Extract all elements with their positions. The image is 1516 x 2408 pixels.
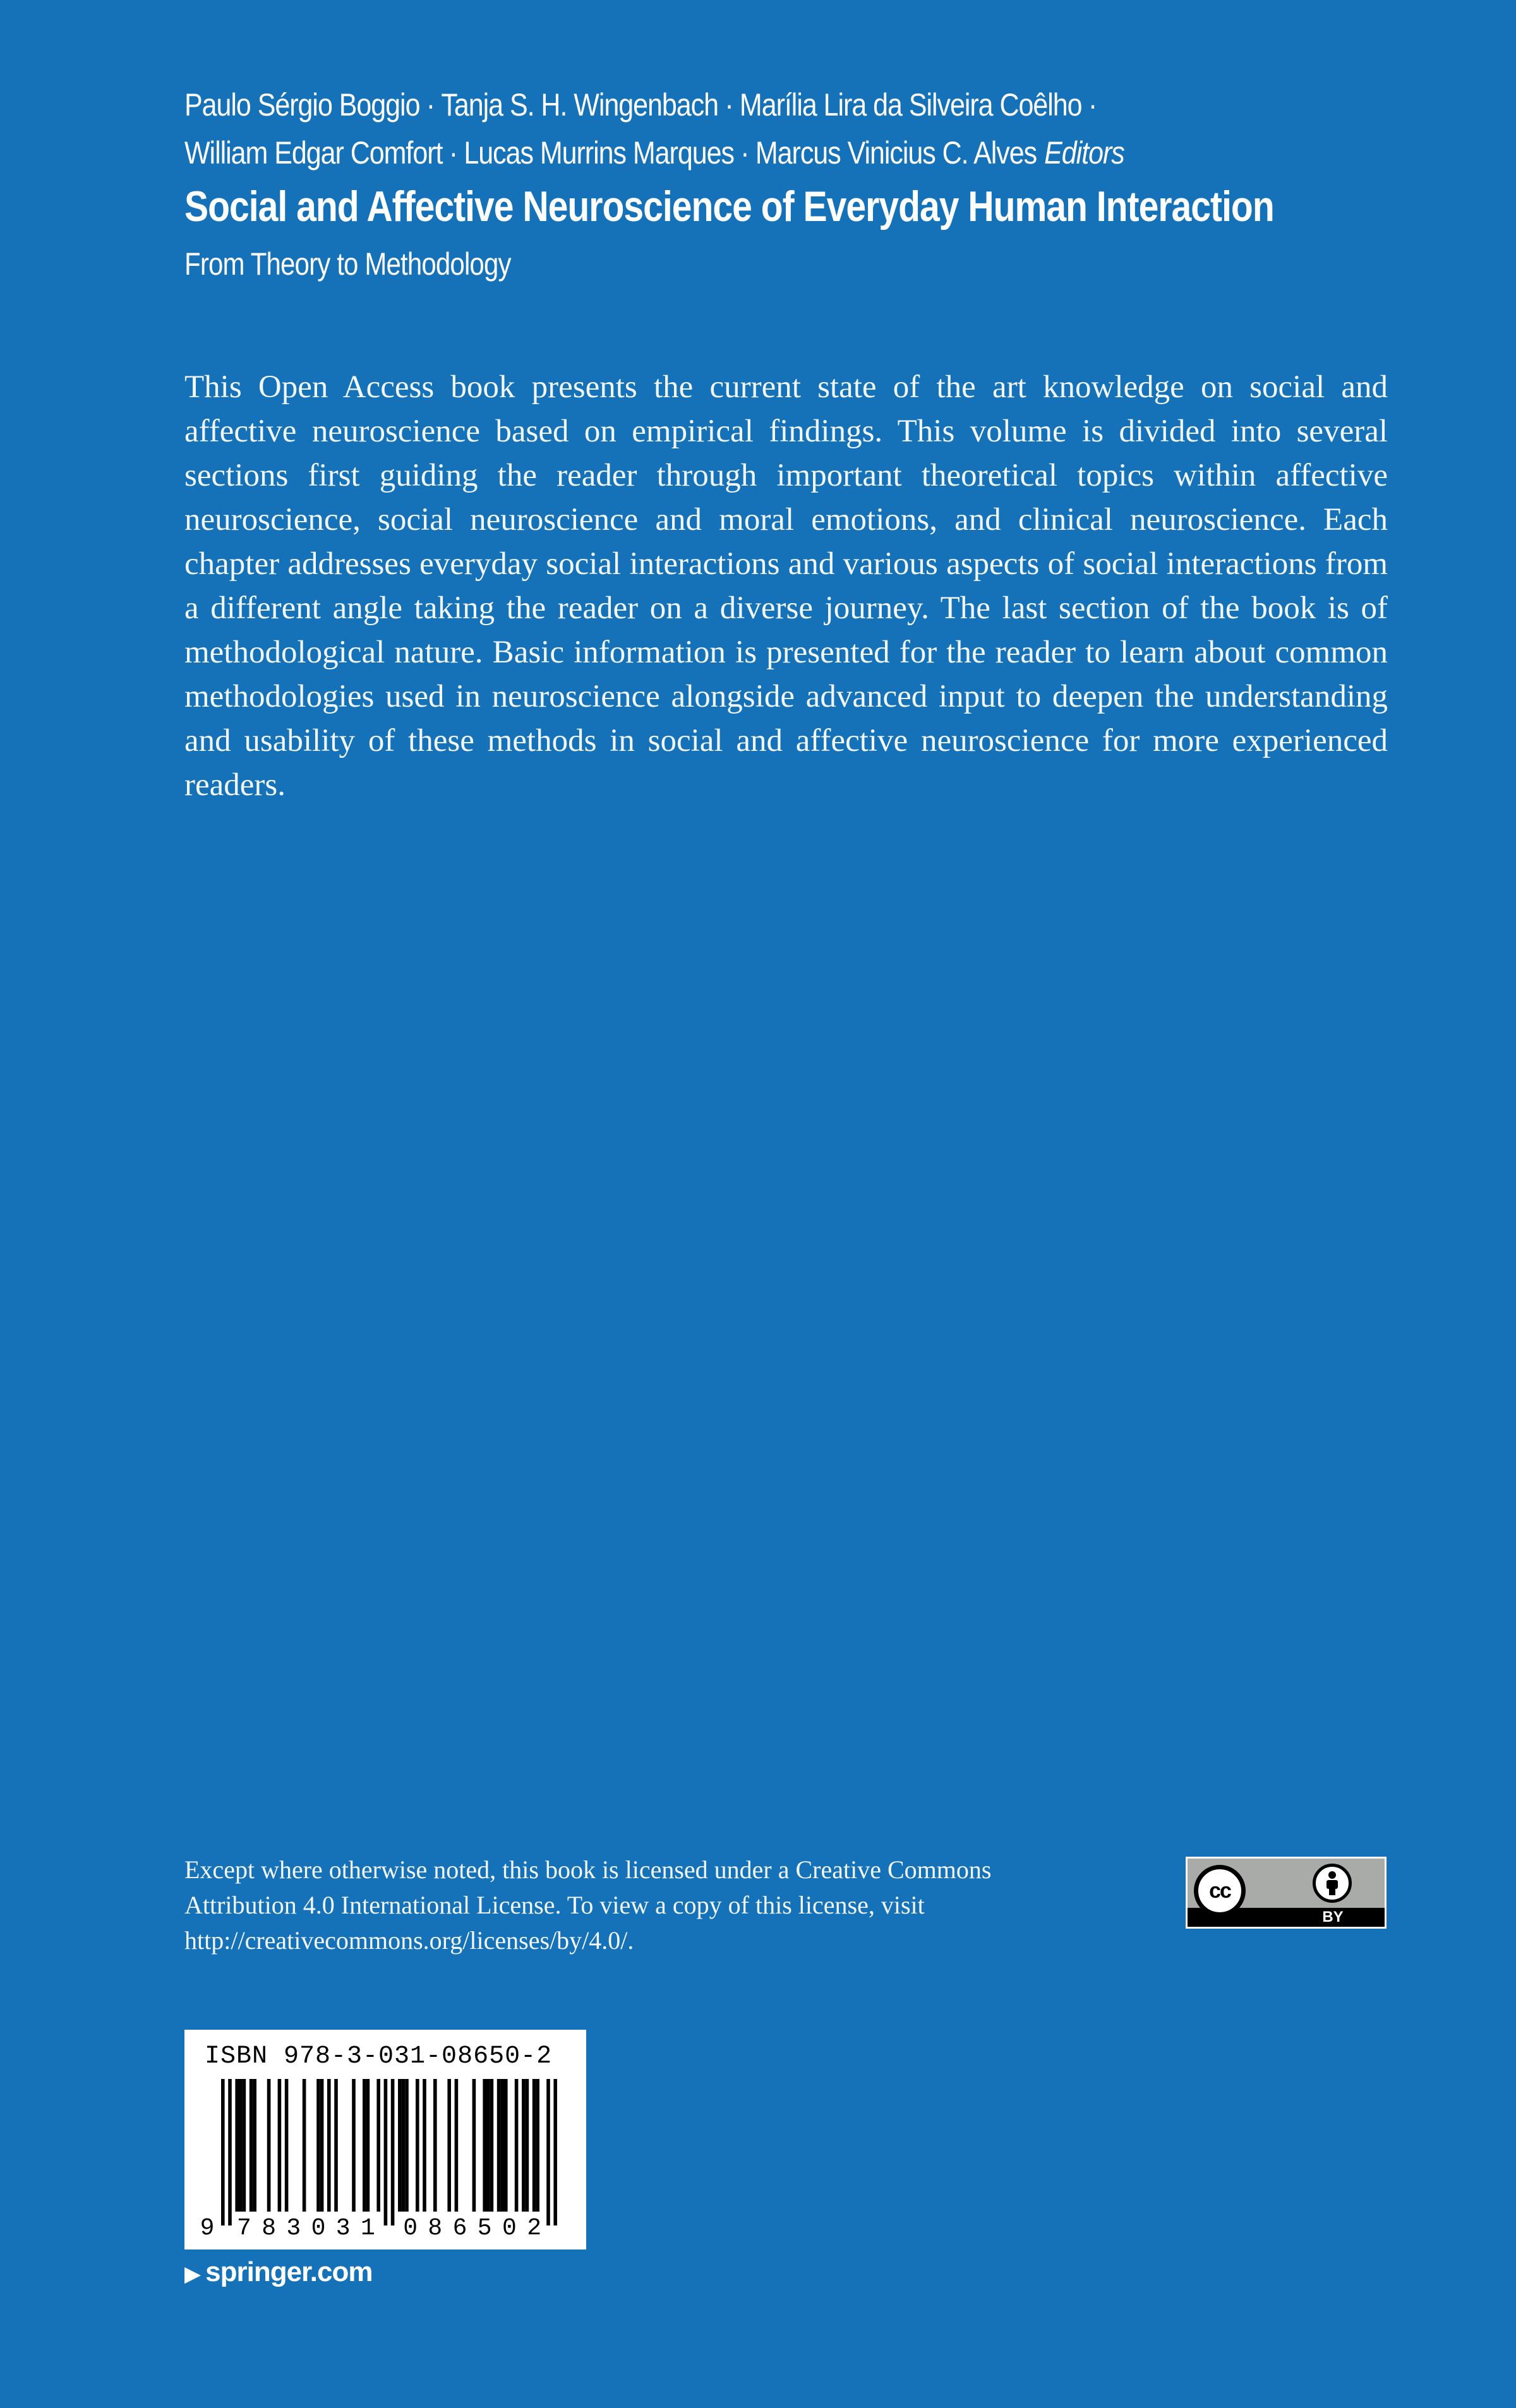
barcode-bar	[483, 2079, 486, 2212]
barcode-bar	[553, 2079, 557, 2225]
barcode-bar	[253, 2079, 256, 2212]
editor-name: Marília Lira da Silveira Coêlho	[739, 87, 1082, 123]
barcode-bar	[376, 2079, 380, 2212]
barcode-bar	[447, 2079, 451, 2212]
barcode-bar	[366, 2079, 370, 2212]
barcode-digit: 1	[360, 2215, 375, 2242]
barcode-bar	[285, 2079, 289, 2212]
barcode-digit: 6	[452, 2215, 467, 2242]
barcode-bar	[497, 2079, 501, 2212]
book-blurb: This Open Access book presents the current state of the art knowledge on social and affective neuroscience based on empirical findings. This volume is divided into several sections first guiding the reader through important theoretical topics within affective neuroscience, social neuroscience and moral emotions, and clinical neuroscience. Each chapter addresses everyday social interactions and various aspects of social interactions from a different angle taking the reader on a diverse journey. The last section of the book is of methodological nature. Basic information is presented for the reader to learn about common methodologies used in neuroscience alongside advanced input to deepen the understanding and usability of these methods in social and affective neuroscience for more experienced readers.	[184, 369, 1388, 803]
barcode-bar	[515, 2079, 519, 2212]
barcode-bar	[391, 2079, 395, 2225]
barcode-bar	[316, 2079, 320, 2212]
barcode-bar	[423, 2079, 426, 2212]
barcode-digit: 8	[262, 2215, 277, 2242]
barcode-bar	[267, 2079, 271, 2212]
editor-separator: ·	[426, 87, 435, 123]
barcode-bar	[327, 2079, 331, 2212]
book-title: Social and Affective Neuroscience of Everyday Human Interaction	[184, 183, 1274, 231]
barcode-digit: 3	[286, 2215, 301, 2242]
triangle-right-icon: ▶	[184, 2262, 201, 2286]
barcode-bar	[532, 2079, 536, 2212]
editors-role: Editors	[1044, 135, 1124, 171]
barcode-bar	[228, 2079, 232, 2225]
barcode-digit: 0	[403, 2215, 418, 2242]
barcode-bar	[455, 2079, 459, 2212]
barcode-bar	[526, 2079, 529, 2212]
editor-name: Paulo Sérgio Boggio	[184, 87, 420, 123]
editor-name: William Edgar Comfort	[184, 135, 443, 171]
editor-separator: ·	[448, 135, 458, 171]
barcode-bar	[522, 2079, 526, 2212]
editors-line-2	[184, 129, 1217, 177]
barcode-bar	[490, 2079, 494, 2212]
barcode-digit: 5	[477, 2215, 492, 2242]
barcode-bar	[235, 2079, 239, 2212]
editors-list	[184, 81, 1217, 177]
book-subtitle: From Theory to Methodology	[184, 246, 511, 282]
barcode-bar	[384, 2079, 388, 2225]
barcode-bar	[250, 2079, 253, 2212]
isbn-barcode	[184, 2030, 586, 2249]
editor-separator: ·	[740, 135, 749, 171]
barcode-digit: 3	[335, 2215, 351, 2242]
barcode-bar	[320, 2079, 324, 2212]
barcode-digit: 8	[428, 2215, 443, 2242]
barcode-digit: 7	[236, 2215, 251, 2242]
badge-by-label: BY	[1322, 1908, 1344, 1926]
cc-by-license-badge	[1186, 1857, 1387, 1929]
barcode-bar	[416, 2079, 419, 2212]
barcode-bar	[243, 2079, 246, 2212]
license-notice: Except where otherwise noted, this book is licensed under a Creative Commons Attribution 4.0 International License. To view a copy of this license, visit http://creativecommons.org/licenses/by/4.0/.	[184, 1855, 992, 1955]
barcode-bar	[504, 2079, 508, 2212]
barcode-bar	[398, 2079, 402, 2212]
barcode-bar	[500, 2079, 504, 2212]
barcode-bar	[402, 2079, 406, 2212]
barcode-digit: 0	[502, 2215, 517, 2242]
barcode-bar	[278, 2079, 282, 2212]
barcode-bar	[546, 2079, 550, 2225]
editor-name: Marcus Vinicius C. Alves	[755, 135, 1037, 171]
barcode-bar	[363, 2079, 366, 2212]
publisher-link[interactable]	[184, 2256, 372, 2288]
editor-separator: ·	[725, 87, 733, 123]
editor-name: Tanja S. H. Wingenbach	[441, 87, 719, 123]
barcode-bar	[221, 2079, 225, 2225]
barcode-graphic	[184, 2030, 586, 2249]
editor-name: Lucas Murrins Marques	[464, 135, 734, 171]
barcode-bar	[472, 2079, 476, 2212]
barcode-bar	[536, 2079, 539, 2212]
person-icon	[1316, 1867, 1349, 1900]
barcode-bar	[486, 2079, 490, 2212]
barcode-digit: 0	[311, 2215, 326, 2242]
publisher-url: springer.com	[205, 2256, 373, 2287]
barcode-bar	[239, 2079, 243, 2212]
editor-separator: ·	[1088, 87, 1097, 123]
barcode-digit: 9	[200, 2215, 215, 2242]
creative-commons-icon: cc	[1194, 1865, 1246, 1917]
barcode-bar	[352, 2079, 356, 2212]
barcode-bar	[303, 2079, 306, 2212]
barcode-bar	[433, 2079, 437, 2212]
isbn-label: ISBN 978-3-031-08650-2	[205, 2042, 553, 2071]
editors-line-1	[184, 81, 1217, 129]
barcode-bar	[405, 2079, 409, 2212]
barcode-digit: 2	[527, 2215, 542, 2242]
attribution-person-icon	[1313, 1864, 1352, 1903]
barcode-bar	[334, 2079, 338, 2212]
